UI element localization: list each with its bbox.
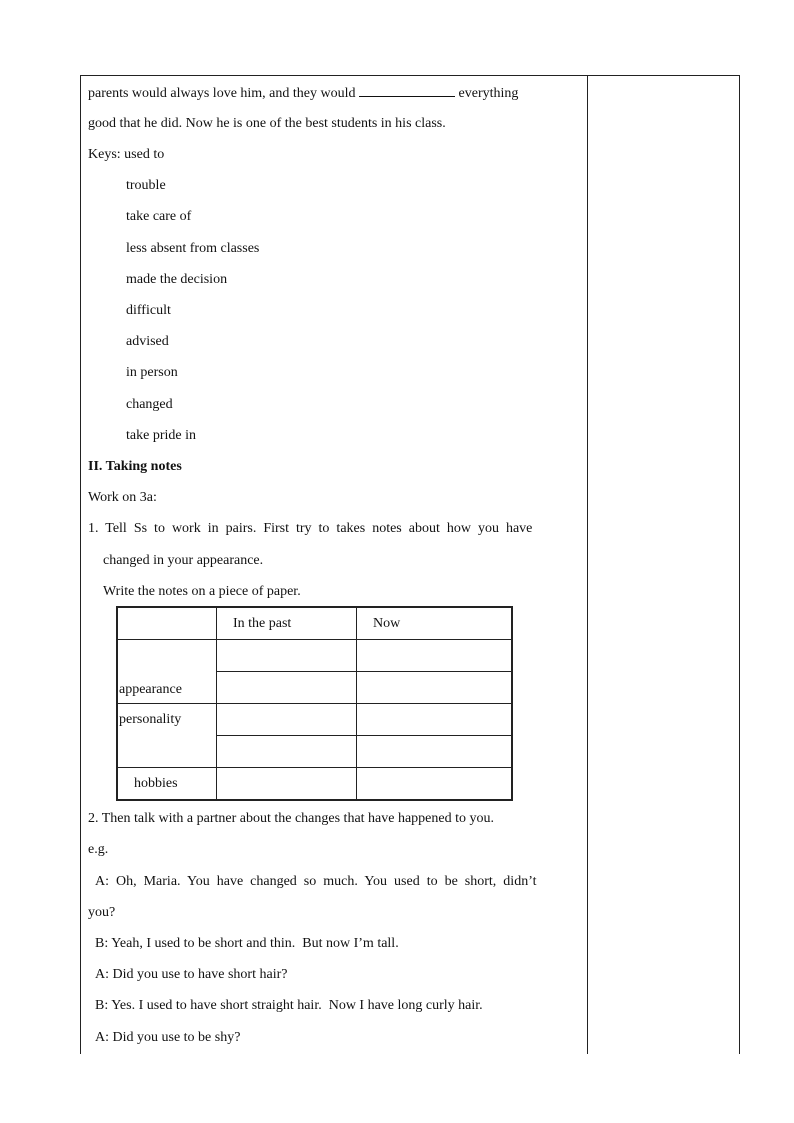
table-row xyxy=(117,640,512,672)
table-cell xyxy=(217,736,357,768)
dialogue-line: B: Yes. I used to have short straight hair. Now I have long curly hair. xyxy=(95,998,483,1013)
table-cell xyxy=(217,768,357,801)
dialogue-line: A: Did you use to have short hair? xyxy=(95,967,288,982)
paragraph-line-2: good that he did. Now he is one of the best students in his class. xyxy=(88,116,446,131)
table-right-border xyxy=(739,75,740,1054)
paragraph-line-1-end: everything xyxy=(458,86,519,101)
appearance-label: appearance xyxy=(119,682,182,697)
table-row xyxy=(117,607,512,640)
dialogue-line: A: Did you use to be shy? xyxy=(95,1030,241,1045)
dialogue-line: B: Yeah, I used to be short and thin. But now I’m tall. xyxy=(95,936,399,951)
table-cell xyxy=(117,607,217,640)
key-item: take pride in xyxy=(126,428,196,443)
table-cell xyxy=(217,704,357,736)
work-on-label: Work on 3a: xyxy=(88,490,157,505)
step-2: 2. Then talk with a partner about the changes that have happened to you. xyxy=(88,811,494,826)
section-heading: II. Taking notes xyxy=(88,459,182,474)
paragraph-line-1-start: parents would always love him, and they would xyxy=(88,86,356,101)
paragraph-line-1 xyxy=(88,84,518,103)
table-row xyxy=(117,768,512,801)
table-cell xyxy=(357,672,513,704)
key-item: less absent from classes xyxy=(126,241,260,256)
step-1-line-3: Write the notes on a piece of paper. xyxy=(103,584,301,599)
row-label-appearance xyxy=(117,640,217,704)
key-item: trouble xyxy=(126,178,166,193)
table-row xyxy=(117,704,512,736)
row-label-personality xyxy=(117,704,217,768)
answer-blank xyxy=(359,84,455,97)
table-cell xyxy=(357,640,513,672)
table-cell xyxy=(357,704,513,736)
row-label-hobbies: hobbies xyxy=(117,768,217,801)
header-in-the-past: In the past xyxy=(217,607,357,640)
key-item: advised xyxy=(126,334,169,349)
key-item: changed xyxy=(126,397,173,412)
step-1-line-2: changed in your appearance. xyxy=(103,553,264,568)
key-item: difficult xyxy=(126,303,171,318)
table-left-border xyxy=(80,75,81,1054)
header-now: Now xyxy=(357,607,513,640)
keys-label: Keys: used to xyxy=(88,147,165,162)
step-1-line-1: 1. Tell Ss to work in pairs. First try to takes notes about how you have xyxy=(88,521,533,536)
personality-label: personality xyxy=(119,712,182,727)
table-cell xyxy=(357,736,513,768)
table-top-border xyxy=(80,75,739,76)
key-item: made the decision xyxy=(126,272,228,287)
example-label: e.g. xyxy=(88,842,109,857)
dialogue-line: you? xyxy=(88,905,116,920)
dialogue-line: A: Oh, Maria. You have changed so much. You used to be short, didn’t xyxy=(95,874,537,889)
table-cell xyxy=(357,768,513,801)
key-item: take care of xyxy=(126,209,192,224)
notes-table xyxy=(116,606,513,801)
key-item: in person xyxy=(126,365,178,380)
table-cell xyxy=(217,672,357,704)
column-divider xyxy=(587,75,588,1054)
table-cell xyxy=(217,640,357,672)
